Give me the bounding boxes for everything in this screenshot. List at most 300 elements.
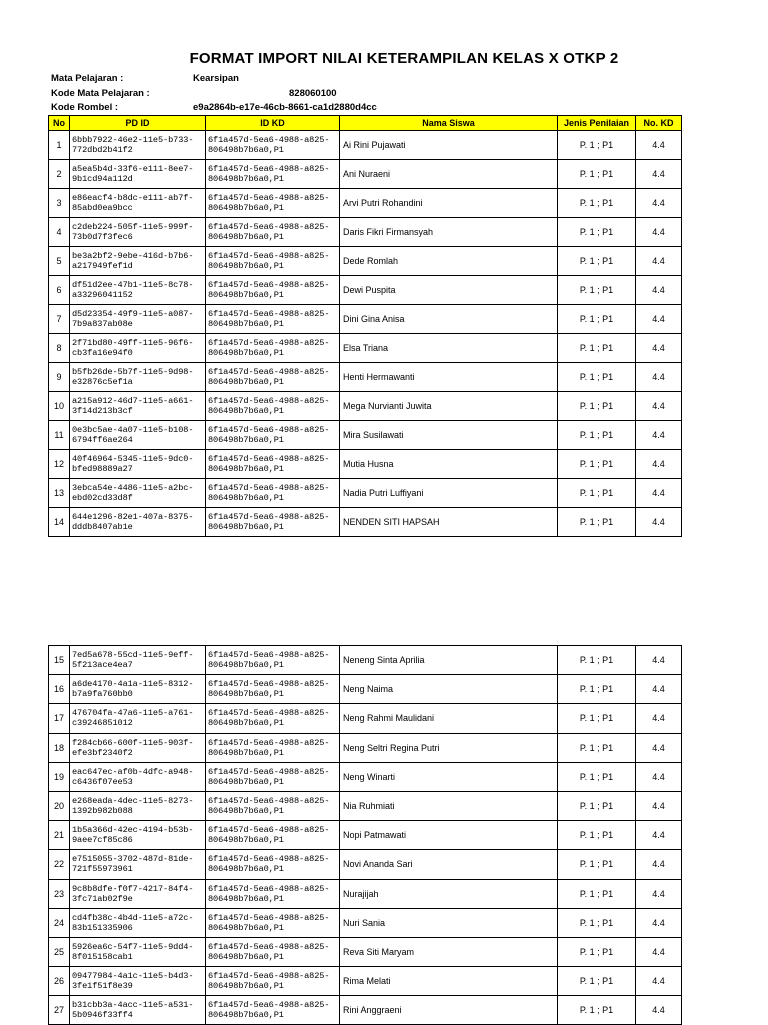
id-kd-line1: 6f1a457d-5ea6-4988-a825- (208, 222, 330, 232)
no-kd: 4.4 (636, 276, 682, 305)
jenis-penilaian: P. 1 ; P1 (558, 821, 636, 850)
id-kd-cell (206, 762, 340, 791)
pd-id-line2: 3fe1f51f8e39 (72, 981, 133, 992)
pd-id-cell (70, 305, 206, 334)
id-kd-cell (206, 479, 340, 508)
pd-id-line1: 6bbb7922-46e2-11e5-b733- (72, 135, 194, 145)
id-kd-cell (206, 247, 340, 276)
id-kd-line1: 6f1a457d-5ea6-4988-a825- (208, 971, 330, 982)
pd-id-line1: a5ea5b4d-33f6-e111-8ee7- (72, 164, 194, 174)
pd-id-line2: 5f213ace4ea7 (72, 660, 133, 671)
jenis-penilaian: P. 1 ; P1 (558, 131, 636, 160)
id-kd-line2: 806498b7b6a0,P1 (208, 660, 284, 671)
id-kd-line2: 806498b7b6a0,P1 (208, 893, 284, 904)
row-no: 23 (49, 879, 70, 908)
student-name: Rima Melati (340, 967, 558, 996)
pd-id-line1: a215a912-46d7-11e5-a661- (72, 396, 194, 406)
row-no: 14 (49, 508, 70, 537)
id-kd-line2: 806498b7b6a0,P1 (208, 864, 284, 875)
no-kd: 4.4 (636, 675, 682, 704)
table-row (49, 646, 682, 675)
no-kd: 4.4 (636, 247, 682, 276)
table-row (49, 392, 682, 421)
jenis-penilaian: P. 1 ; P1 (558, 334, 636, 363)
jenis-penilaian: P. 1 ; P1 (558, 850, 636, 879)
pd-id-line2: cb3fa16e94f0 (72, 348, 133, 358)
pd-id-line2: 5b0946f33ff4 (72, 1010, 133, 1021)
pd-id-cell (70, 879, 206, 908)
id-kd-line2: 806498b7b6a0,P1 (208, 203, 284, 213)
table-row (49, 160, 682, 189)
id-kd-line2: 806498b7b6a0,P1 (208, 747, 284, 758)
row-no: 19 (49, 762, 70, 791)
pd-id-cell (70, 363, 206, 392)
header-id-kd: ID KD (206, 116, 340, 131)
id-kd-line1: 6f1a457d-5ea6-4988-a825- (208, 396, 330, 406)
no-kd: 4.4 (636, 704, 682, 733)
table-row (49, 305, 682, 334)
pd-id-line2: a33296041152 (72, 290, 133, 300)
grade-table-page1 (48, 115, 682, 537)
student-name: Ai Rini Pujawati (340, 131, 558, 160)
page-title: FORMAT IMPORT NILAI KETERAMPILAN KELAS X OTKP 2 (189, 50, 619, 67)
id-kd-line2: 806498b7b6a0,P1 (208, 776, 284, 787)
jenis-penilaian: P. 1 ; P1 (558, 479, 636, 508)
id-kd-cell (206, 392, 340, 421)
pd-id-line1: 1b5a366d-42ec-4194-b53b- (72, 825, 194, 836)
no-kd: 4.4 (636, 733, 682, 762)
id-kd-cell (206, 791, 340, 820)
pd-id-cell (70, 850, 206, 879)
header-pd-id: PD ID (70, 116, 206, 131)
table-row (49, 908, 682, 937)
student-name: Nuri Sania (340, 908, 558, 937)
student-name: Nia Ruhmiati (340, 791, 558, 820)
pd-id-line2: 7b9a837ab08e (72, 319, 133, 329)
jenis-penilaian: P. 1 ; P1 (558, 762, 636, 791)
jenis-penilaian: P. 1 ; P1 (558, 276, 636, 305)
pd-id-cell (70, 646, 206, 675)
jenis-penilaian: P. 1 ; P1 (558, 218, 636, 247)
pd-id-line2: 6794ff6ae264 (72, 435, 133, 445)
pd-id-line1: f284cb66-600f-11e5-903f- (72, 737, 194, 748)
row-no: 11 (49, 421, 70, 450)
student-name: Nurajijah (340, 879, 558, 908)
no-kd: 4.4 (636, 996, 682, 1025)
id-kd-line1: 6f1a457d-5ea6-4988-a825- (208, 650, 330, 661)
no-kd: 4.4 (636, 879, 682, 908)
no-kd: 4.4 (636, 392, 682, 421)
id-kd-line2: 806498b7b6a0,P1 (208, 377, 284, 387)
id-kd-line1: 6f1a457d-5ea6-4988-a825- (208, 854, 330, 865)
pd-id-line1: b31cbb3a-4acc-11e5-a531- (72, 1000, 194, 1011)
id-kd-cell (206, 421, 340, 450)
table-row (49, 704, 682, 733)
id-kd-line1: 6f1a457d-5ea6-4988-a825- (208, 135, 330, 145)
jenis-penilaian: P. 1 ; P1 (558, 791, 636, 820)
student-name: Nopi Patmawati (340, 821, 558, 850)
id-kd-line1: 6f1a457d-5ea6-4988-a825- (208, 796, 330, 807)
row-no: 20 (49, 791, 70, 820)
id-kd-line2: 806498b7b6a0,P1 (208, 406, 284, 416)
id-kd-line1: 6f1a457d-5ea6-4988-a825- (208, 193, 330, 203)
jenis-penilaian: P. 1 ; P1 (558, 733, 636, 762)
pd-id-line1: c2deb224-505f-11e5-999f- (72, 222, 194, 232)
student-name: Mutia Husna (340, 450, 558, 479)
student-name: Neng Naima (340, 675, 558, 704)
pd-id-cell (70, 508, 206, 537)
row-no: 4 (49, 218, 70, 247)
no-kd: 4.4 (636, 421, 682, 450)
pd-id-line2: 83b151335906 (72, 922, 133, 933)
row-no: 21 (49, 821, 70, 850)
pd-id-line1: 0e3bc5ae-4a07-11e5-b108- (72, 425, 194, 435)
pd-id-line1: d5d23354-49f9-11e5-a087- (72, 309, 194, 319)
student-name: Daris Fikri Firmansyah (340, 218, 558, 247)
header-no: No (49, 116, 70, 131)
row-no: 27 (49, 996, 70, 1025)
row-no: 26 (49, 967, 70, 996)
no-kd: 4.4 (636, 908, 682, 937)
pd-id-cell (70, 791, 206, 820)
pd-id-cell (70, 675, 206, 704)
id-kd-line1: 6f1a457d-5ea6-4988-a825- (208, 679, 330, 690)
id-kd-line2: 806498b7b6a0,P1 (208, 145, 284, 155)
pd-id-line1: be3a2bf2-9ebe-416d-b7b6- (72, 251, 194, 261)
id-kd-line2: 806498b7b6a0,P1 (208, 493, 284, 503)
pd-id-cell (70, 704, 206, 733)
id-kd-line1: 6f1a457d-5ea6-4988-a825- (208, 941, 330, 952)
id-kd-line2: 806498b7b6a0,P1 (208, 835, 284, 846)
row-no: 17 (49, 704, 70, 733)
pd-id-cell (70, 937, 206, 966)
row-no: 18 (49, 733, 70, 762)
jenis-penilaian: P. 1 ; P1 (558, 967, 636, 996)
id-kd-line2: 806498b7b6a0,P1 (208, 348, 284, 358)
mapel-value: Kearsipan (193, 73, 239, 84)
id-kd-line1: 6f1a457d-5ea6-4988-a825- (208, 454, 330, 464)
id-kd-line1: 6f1a457d-5ea6-4988-a825- (208, 251, 330, 261)
pd-id-cell (70, 392, 206, 421)
student-name: Rini Anggraeni (340, 996, 558, 1025)
pd-id-line1: df51d2ee-47b1-11e5-8c78- (72, 280, 194, 290)
pd-id-line2: e32876c5ef1a (72, 377, 133, 387)
id-kd-cell (206, 646, 340, 675)
id-kd-line1: 6f1a457d-5ea6-4988-a825- (208, 1000, 330, 1011)
id-kd-line1: 6f1a457d-5ea6-4988-a825- (208, 483, 330, 493)
table-row (49, 733, 682, 762)
pd-id-line1: b5fb26de-5b7f-11e5-9d98- (72, 367, 194, 377)
id-kd-cell (206, 850, 340, 879)
id-kd-cell (206, 218, 340, 247)
id-kd-line1: 6f1a457d-5ea6-4988-a825- (208, 825, 330, 836)
pd-id-line1: e86eacf4-b8dc-e111-ab7f- (72, 193, 194, 203)
no-kd: 4.4 (636, 646, 682, 675)
id-kd-line2: 806498b7b6a0,P1 (208, 522, 284, 532)
id-kd-line1: 6f1a457d-5ea6-4988-a825- (208, 164, 330, 174)
id-kd-line2: 806498b7b6a0,P1 (208, 951, 284, 962)
no-kd: 4.4 (636, 850, 682, 879)
header-jenis-penilaian: Jenis Penilaian (558, 116, 636, 131)
table-row (49, 850, 682, 879)
id-kd-line2: 806498b7b6a0,P1 (208, 261, 284, 271)
id-kd-cell (206, 131, 340, 160)
row-no: 2 (49, 160, 70, 189)
id-kd-cell (206, 334, 340, 363)
pd-id-line2: 3f14d213b3cf (72, 406, 133, 416)
pd-id-line2: ebd02cd33d8f (72, 493, 133, 503)
table-row (49, 879, 682, 908)
pd-id-line2: dddb8407ab1e (72, 522, 133, 532)
kode-mapel-value: 828060100 (289, 88, 337, 99)
pd-id-cell (70, 421, 206, 450)
table-row (49, 421, 682, 450)
header-nama-siswa: Nama Siswa (340, 116, 558, 131)
jenis-penilaian: P. 1 ; P1 (558, 675, 636, 704)
jenis-penilaian: P. 1 ; P1 (558, 160, 636, 189)
no-kd: 4.4 (636, 791, 682, 820)
id-kd-line1: 6f1a457d-5ea6-4988-a825- (208, 367, 330, 377)
id-kd-line2: 806498b7b6a0,P1 (208, 981, 284, 992)
table-row (49, 821, 682, 850)
id-kd-cell (206, 879, 340, 908)
id-kd-line2: 806498b7b6a0,P1 (208, 174, 284, 184)
id-kd-cell (206, 276, 340, 305)
student-name: Dede Romlah (340, 247, 558, 276)
jenis-penilaian: P. 1 ; P1 (558, 508, 636, 537)
pd-id-line1: 9c8b8dfe-f0f7-4217-84f4- (72, 883, 194, 894)
student-name: Mega Nurvianti Juwita (340, 392, 558, 421)
id-kd-cell (206, 160, 340, 189)
pd-id-line2: 73b0d7f3fec6 (72, 232, 133, 242)
student-name: Neng Rahmi Maulidani (340, 704, 558, 733)
pd-id-line1: 2f71bd80-49ff-11e5-96f6- (72, 338, 194, 348)
id-kd-line2: 806498b7b6a0,P1 (208, 922, 284, 933)
no-kd: 4.4 (636, 218, 682, 247)
row-no: 13 (49, 479, 70, 508)
pd-id-cell (70, 189, 206, 218)
pd-id-line2: 9b1cd94a112d (72, 174, 133, 184)
id-kd-cell (206, 937, 340, 966)
row-no: 9 (49, 363, 70, 392)
pd-id-line2: b7a9fa760bb0 (72, 689, 133, 700)
id-kd-line2: 806498b7b6a0,P1 (208, 290, 284, 300)
table-row (49, 450, 682, 479)
student-name: Neneng Sinta Aprilia (340, 646, 558, 675)
no-kd: 4.4 (636, 131, 682, 160)
no-kd: 4.4 (636, 508, 682, 537)
id-kd-cell (206, 908, 340, 937)
id-kd-cell (206, 363, 340, 392)
pd-id-cell (70, 479, 206, 508)
row-no: 10 (49, 392, 70, 421)
pd-id-line1: cd4fb38c-4b4d-11e5-a72c- (72, 912, 194, 923)
jenis-penilaian: P. 1 ; P1 (558, 305, 636, 334)
pd-id-cell (70, 160, 206, 189)
pd-id-line2: 8f015158cab1 (72, 951, 133, 962)
id-kd-cell (206, 189, 340, 218)
id-kd-line2: 806498b7b6a0,P1 (208, 464, 284, 474)
row-no: 12 (49, 450, 70, 479)
id-kd-line2: 806498b7b6a0,P1 (208, 232, 284, 242)
grade-table-page2 (48, 645, 682, 1025)
student-name: Ani Nuraeni (340, 160, 558, 189)
id-kd-line2: 806498b7b6a0,P1 (208, 1010, 284, 1021)
pd-id-line2: 1392b982b088 (72, 806, 133, 817)
no-kd: 4.4 (636, 967, 682, 996)
no-kd: 4.4 (636, 450, 682, 479)
id-kd-line2: 806498b7b6a0,P1 (208, 718, 284, 729)
kode-rombel-label: Kode Rombel : (51, 102, 119, 113)
table-row (49, 276, 682, 305)
table-row (49, 675, 682, 704)
pd-id-cell (70, 821, 206, 850)
row-no: 24 (49, 908, 70, 937)
jenis-penilaian: P. 1 ; P1 (558, 646, 636, 675)
table-row (49, 967, 682, 996)
id-kd-line2: 806498b7b6a0,P1 (208, 689, 284, 700)
table-row (49, 189, 682, 218)
kode-rombel-value: e9a2864b-e17e-46cb-8661-ca1d2880d4cc (193, 102, 377, 113)
table-row (49, 791, 682, 820)
student-name: Dini Gina Anisa (340, 305, 558, 334)
pd-id-cell (70, 908, 206, 937)
pd-id-line1: 644e1296-82e1-407a-8375- (72, 512, 194, 522)
table-row (49, 508, 682, 537)
id-kd-line2: 806498b7b6a0,P1 (208, 319, 284, 329)
kode-mapel-label: Kode Mata Pelajaran : (51, 88, 150, 99)
pd-id-line1: a6de4170-4a1a-11e5-8312- (72, 679, 194, 690)
id-kd-line1: 6f1a457d-5ea6-4988-a825- (208, 309, 330, 319)
jenis-penilaian: P. 1 ; P1 (558, 363, 636, 392)
student-name: Nadia Putri Luffiyani (340, 479, 558, 508)
jenis-penilaian: P. 1 ; P1 (558, 908, 636, 937)
no-kd: 4.4 (636, 363, 682, 392)
student-name: Dewi Puspita (340, 276, 558, 305)
table-row (49, 131, 682, 160)
id-kd-line1: 6f1a457d-5ea6-4988-a825- (208, 766, 330, 777)
pd-id-line2: 721f55973961 (72, 864, 133, 875)
pd-id-line1: 5926ea6c-54f7-11e5-9dd4- (72, 941, 194, 952)
table-row (49, 996, 682, 1025)
jenis-penilaian: P. 1 ; P1 (558, 879, 636, 908)
pd-id-cell (70, 247, 206, 276)
header-no-kd: No. KD (636, 116, 682, 131)
student-name: Neng Seltri Regina Putri (340, 733, 558, 762)
no-kd: 4.4 (636, 160, 682, 189)
student-name: Henti Hermawanti (340, 363, 558, 392)
pd-id-cell (70, 762, 206, 791)
no-kd: 4.4 (636, 762, 682, 791)
id-kd-cell (206, 305, 340, 334)
student-name: Novi Ananda Sari (340, 850, 558, 879)
row-no: 3 (49, 189, 70, 218)
jenis-penilaian: P. 1 ; P1 (558, 996, 636, 1025)
jenis-penilaian: P. 1 ; P1 (558, 392, 636, 421)
pd-id-cell (70, 450, 206, 479)
jenis-penilaian: P. 1 ; P1 (558, 189, 636, 218)
row-no: 7 (49, 305, 70, 334)
pd-id-cell (70, 276, 206, 305)
pd-id-line2: 3fc71ab02f9e (72, 893, 133, 904)
id-kd-line1: 6f1a457d-5ea6-4988-a825- (208, 425, 330, 435)
pd-id-line2: 9aee7cf85c86 (72, 835, 133, 846)
id-kd-cell (206, 675, 340, 704)
id-kd-line1: 6f1a457d-5ea6-4988-a825- (208, 338, 330, 348)
pd-id-line2: c6436f07ee53 (72, 776, 133, 787)
student-name: Mira Susilawati (340, 421, 558, 450)
pd-id-line1: 476704fa-47a6-11e5-a761- (72, 708, 194, 719)
pd-id-cell (70, 218, 206, 247)
table-row (49, 762, 682, 791)
pd-id-line1: 09477984-4a1c-11e5-b4d3- (72, 971, 194, 982)
jenis-penilaian: P. 1 ; P1 (558, 704, 636, 733)
pd-id-line1: e7515055-3702-487d-81de- (72, 854, 194, 865)
pd-id-line1: 3ebca54e-4486-11e5-a2bc- (72, 483, 194, 493)
pd-id-line2: a217949fef1d (72, 261, 133, 271)
id-kd-line1: 6f1a457d-5ea6-4988-a825- (208, 737, 330, 748)
pd-id-line1: 7ed5a678-55cd-11e5-9eff- (72, 650, 194, 661)
row-no: 1 (49, 131, 70, 160)
id-kd-cell (206, 704, 340, 733)
id-kd-cell (206, 967, 340, 996)
row-no: 8 (49, 334, 70, 363)
pd-id-cell (70, 967, 206, 996)
table-row (49, 937, 682, 966)
id-kd-line2: 806498b7b6a0,P1 (208, 806, 284, 817)
id-kd-cell (206, 996, 340, 1025)
student-name: NENDEN SITI HAPSAH (340, 508, 558, 537)
id-kd-cell (206, 821, 340, 850)
table-row (49, 479, 682, 508)
pd-id-line2: 772dbd2b41f2 (72, 145, 133, 155)
pd-id-line1: 40f46964-5345-11e5-9dc0- (72, 454, 194, 464)
id-kd-line1: 6f1a457d-5ea6-4988-a825- (208, 280, 330, 290)
student-name: Elsa Triana (340, 334, 558, 363)
table-row (49, 363, 682, 392)
pd-id-line2: 85abd0ea9bcc (72, 203, 133, 213)
pd-id-line1: e268eada-4dec-11e5-8273- (72, 796, 194, 807)
pd-id-cell (70, 996, 206, 1025)
id-kd-line1: 6f1a457d-5ea6-4988-a825- (208, 883, 330, 894)
no-kd: 4.4 (636, 305, 682, 334)
no-kd: 4.4 (636, 189, 682, 218)
id-kd-line1: 6f1a457d-5ea6-4988-a825- (208, 512, 330, 522)
row-no: 16 (49, 675, 70, 704)
pd-id-line2: c39246851012 (72, 718, 133, 729)
table-header-row (49, 116, 682, 131)
pd-id-line2: bfed98889a27 (72, 464, 133, 474)
pd-id-cell (70, 733, 206, 762)
no-kd: 4.4 (636, 821, 682, 850)
row-no: 5 (49, 247, 70, 276)
pd-id-cell (70, 131, 206, 160)
jenis-penilaian: P. 1 ; P1 (558, 937, 636, 966)
jenis-penilaian: P. 1 ; P1 (558, 247, 636, 276)
no-kd: 4.4 (636, 479, 682, 508)
student-name: Arvi Putri Rohandini (340, 189, 558, 218)
student-name: Reva Siti Maryam (340, 937, 558, 966)
id-kd-line1: 6f1a457d-5ea6-4988-a825- (208, 708, 330, 719)
table-row (49, 247, 682, 276)
student-name: Neng Winarti (340, 762, 558, 791)
id-kd-cell (206, 733, 340, 762)
row-no: 22 (49, 850, 70, 879)
row-no: 15 (49, 646, 70, 675)
no-kd: 4.4 (636, 937, 682, 966)
table-row (49, 334, 682, 363)
id-kd-cell (206, 450, 340, 479)
